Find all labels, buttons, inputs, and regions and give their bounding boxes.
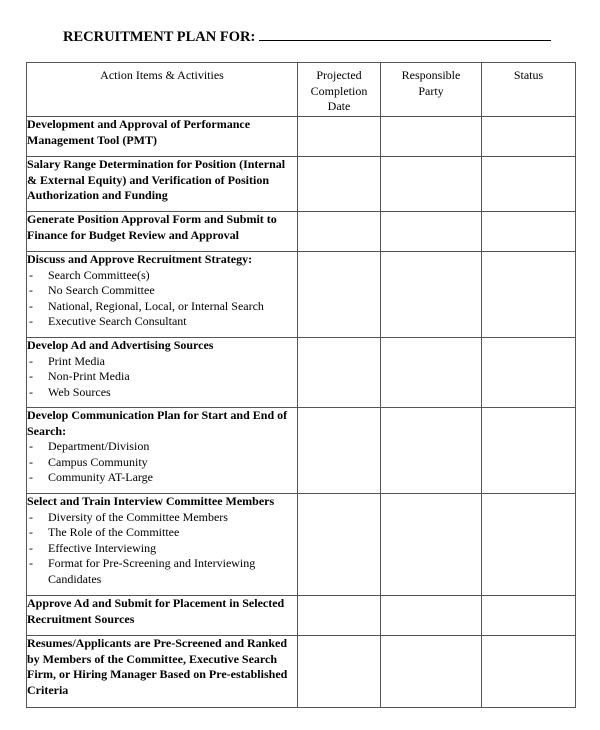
responsible-party-cell[interactable] xyxy=(381,596,482,636)
completion-date-cell[interactable] xyxy=(298,636,381,708)
action-cell xyxy=(27,408,298,494)
responsible-party-cell[interactable] xyxy=(381,252,482,338)
title-blank-line[interactable] xyxy=(259,28,551,41)
action-heading: Salary Range Determination for Position (Internal & External Equity) and Verification of Position Authorization and Funding xyxy=(27,157,286,202)
action-cell xyxy=(27,117,298,157)
table-row xyxy=(27,338,576,408)
action-heading: Select and Train Interview Committee Members xyxy=(27,494,275,508)
header-status-label: Status xyxy=(513,68,544,82)
status-cell[interactable] xyxy=(482,212,576,252)
list-item: - Community AT-Large xyxy=(27,470,297,486)
action-heading: Develop Communication Plan for Start and End of Search: xyxy=(27,408,288,438)
status-cell[interactable] xyxy=(482,157,576,212)
status-cell[interactable] xyxy=(482,596,576,636)
responsible-party-cell[interactable] xyxy=(381,212,482,252)
header-party-line-2: Party xyxy=(418,83,444,98)
list-item: - Effective Interviewing xyxy=(27,541,297,557)
sub-item-list xyxy=(27,268,297,330)
completion-date-cell[interactable] xyxy=(298,212,381,252)
header-projected-completion-date xyxy=(298,63,381,117)
table-row xyxy=(27,596,576,636)
sub-item-list xyxy=(27,439,297,486)
list-item: - National, Regional, Local, or Internal Search xyxy=(27,299,297,315)
header-action-label: Action Items & Activities xyxy=(100,68,224,82)
list-item: - Campus Community xyxy=(27,455,297,471)
list-item: - Format for Pre-Screening and Interviewing Candidates xyxy=(27,556,297,587)
sub-item-list xyxy=(27,354,297,401)
completion-date-cell[interactable] xyxy=(298,596,381,636)
list-item: - Department/Division xyxy=(27,439,297,455)
table-row xyxy=(27,408,576,494)
status-cell[interactable] xyxy=(482,252,576,338)
list-item: - Search Committee(s) xyxy=(27,268,297,284)
table-row xyxy=(27,494,576,596)
action-heading: Develop Ad and Advertising Sources xyxy=(27,338,214,352)
list-item: - Print Media xyxy=(27,354,297,370)
sub-item-list xyxy=(27,510,297,588)
table-row xyxy=(27,252,576,338)
list-item: - Web Sources xyxy=(27,385,297,401)
action-cell xyxy=(27,338,298,408)
completion-date-cell[interactable] xyxy=(298,494,381,596)
responsible-party-cell[interactable] xyxy=(381,636,482,708)
table-row xyxy=(27,636,576,708)
responsible-party-cell[interactable] xyxy=(381,117,482,157)
status-cell[interactable] xyxy=(482,117,576,157)
responsible-party-cell[interactable] xyxy=(381,338,482,408)
header-date-line-3: Date xyxy=(327,99,351,113)
responsible-party-cell[interactable] xyxy=(381,408,482,494)
responsible-party-cell[interactable] xyxy=(381,157,482,212)
header-date-line-2: Completion xyxy=(310,83,368,98)
completion-date-cell[interactable] xyxy=(298,117,381,157)
action-heading: Approve Ad and Submit for Placement in Selected Recruitment Sources xyxy=(27,596,285,626)
action-cell xyxy=(27,212,298,252)
recruitment-plan-table xyxy=(26,62,576,708)
action-cell xyxy=(27,494,298,596)
title-label: RECRUITMENT PLAN FOR: xyxy=(63,29,256,45)
list-item: - Diversity of the Committee Members xyxy=(27,510,297,526)
responsible-party-cell[interactable] xyxy=(381,494,482,596)
table-row xyxy=(27,157,576,212)
page-title xyxy=(63,28,551,46)
status-cell[interactable] xyxy=(482,494,576,596)
header-party-line-1: Responsible xyxy=(401,68,461,82)
action-cell xyxy=(27,636,298,708)
list-item: - Executive Search Consultant xyxy=(27,314,297,330)
status-cell[interactable] xyxy=(482,636,576,708)
action-heading: Discuss and Approve Recruitment Strategy: xyxy=(27,252,253,266)
header-responsible-party xyxy=(381,63,482,117)
action-heading: Resumes/Applicants are Pre-Screened and Ranked by Members of the Committee, Executive Search Firm, or Hiring Manager Based on Pre-established Criteria xyxy=(27,636,288,697)
status-cell[interactable] xyxy=(482,408,576,494)
action-heading: Development and Approval of Performance Management Tool (PMT) xyxy=(27,117,251,147)
table-row xyxy=(27,212,576,252)
action-cell xyxy=(27,157,298,212)
action-cell xyxy=(27,252,298,338)
list-item: - Non-Print Media xyxy=(27,369,297,385)
action-heading: Generate Position Approval Form and Submit to Finance for Budget Review and Approval xyxy=(27,212,277,242)
completion-date-cell[interactable] xyxy=(298,408,381,494)
table-row xyxy=(27,117,576,157)
list-item: - The Role of the Committee xyxy=(27,525,297,541)
header-date-line-1: Projected xyxy=(316,68,362,82)
list-item: - No Search Committee xyxy=(27,283,297,299)
header-action-items xyxy=(27,63,298,117)
header-status xyxy=(482,63,576,117)
completion-date-cell[interactable] xyxy=(298,338,381,408)
status-cell[interactable] xyxy=(482,338,576,408)
action-cell xyxy=(27,596,298,636)
completion-date-cell[interactable] xyxy=(298,157,381,212)
completion-date-cell[interactable] xyxy=(298,252,381,338)
